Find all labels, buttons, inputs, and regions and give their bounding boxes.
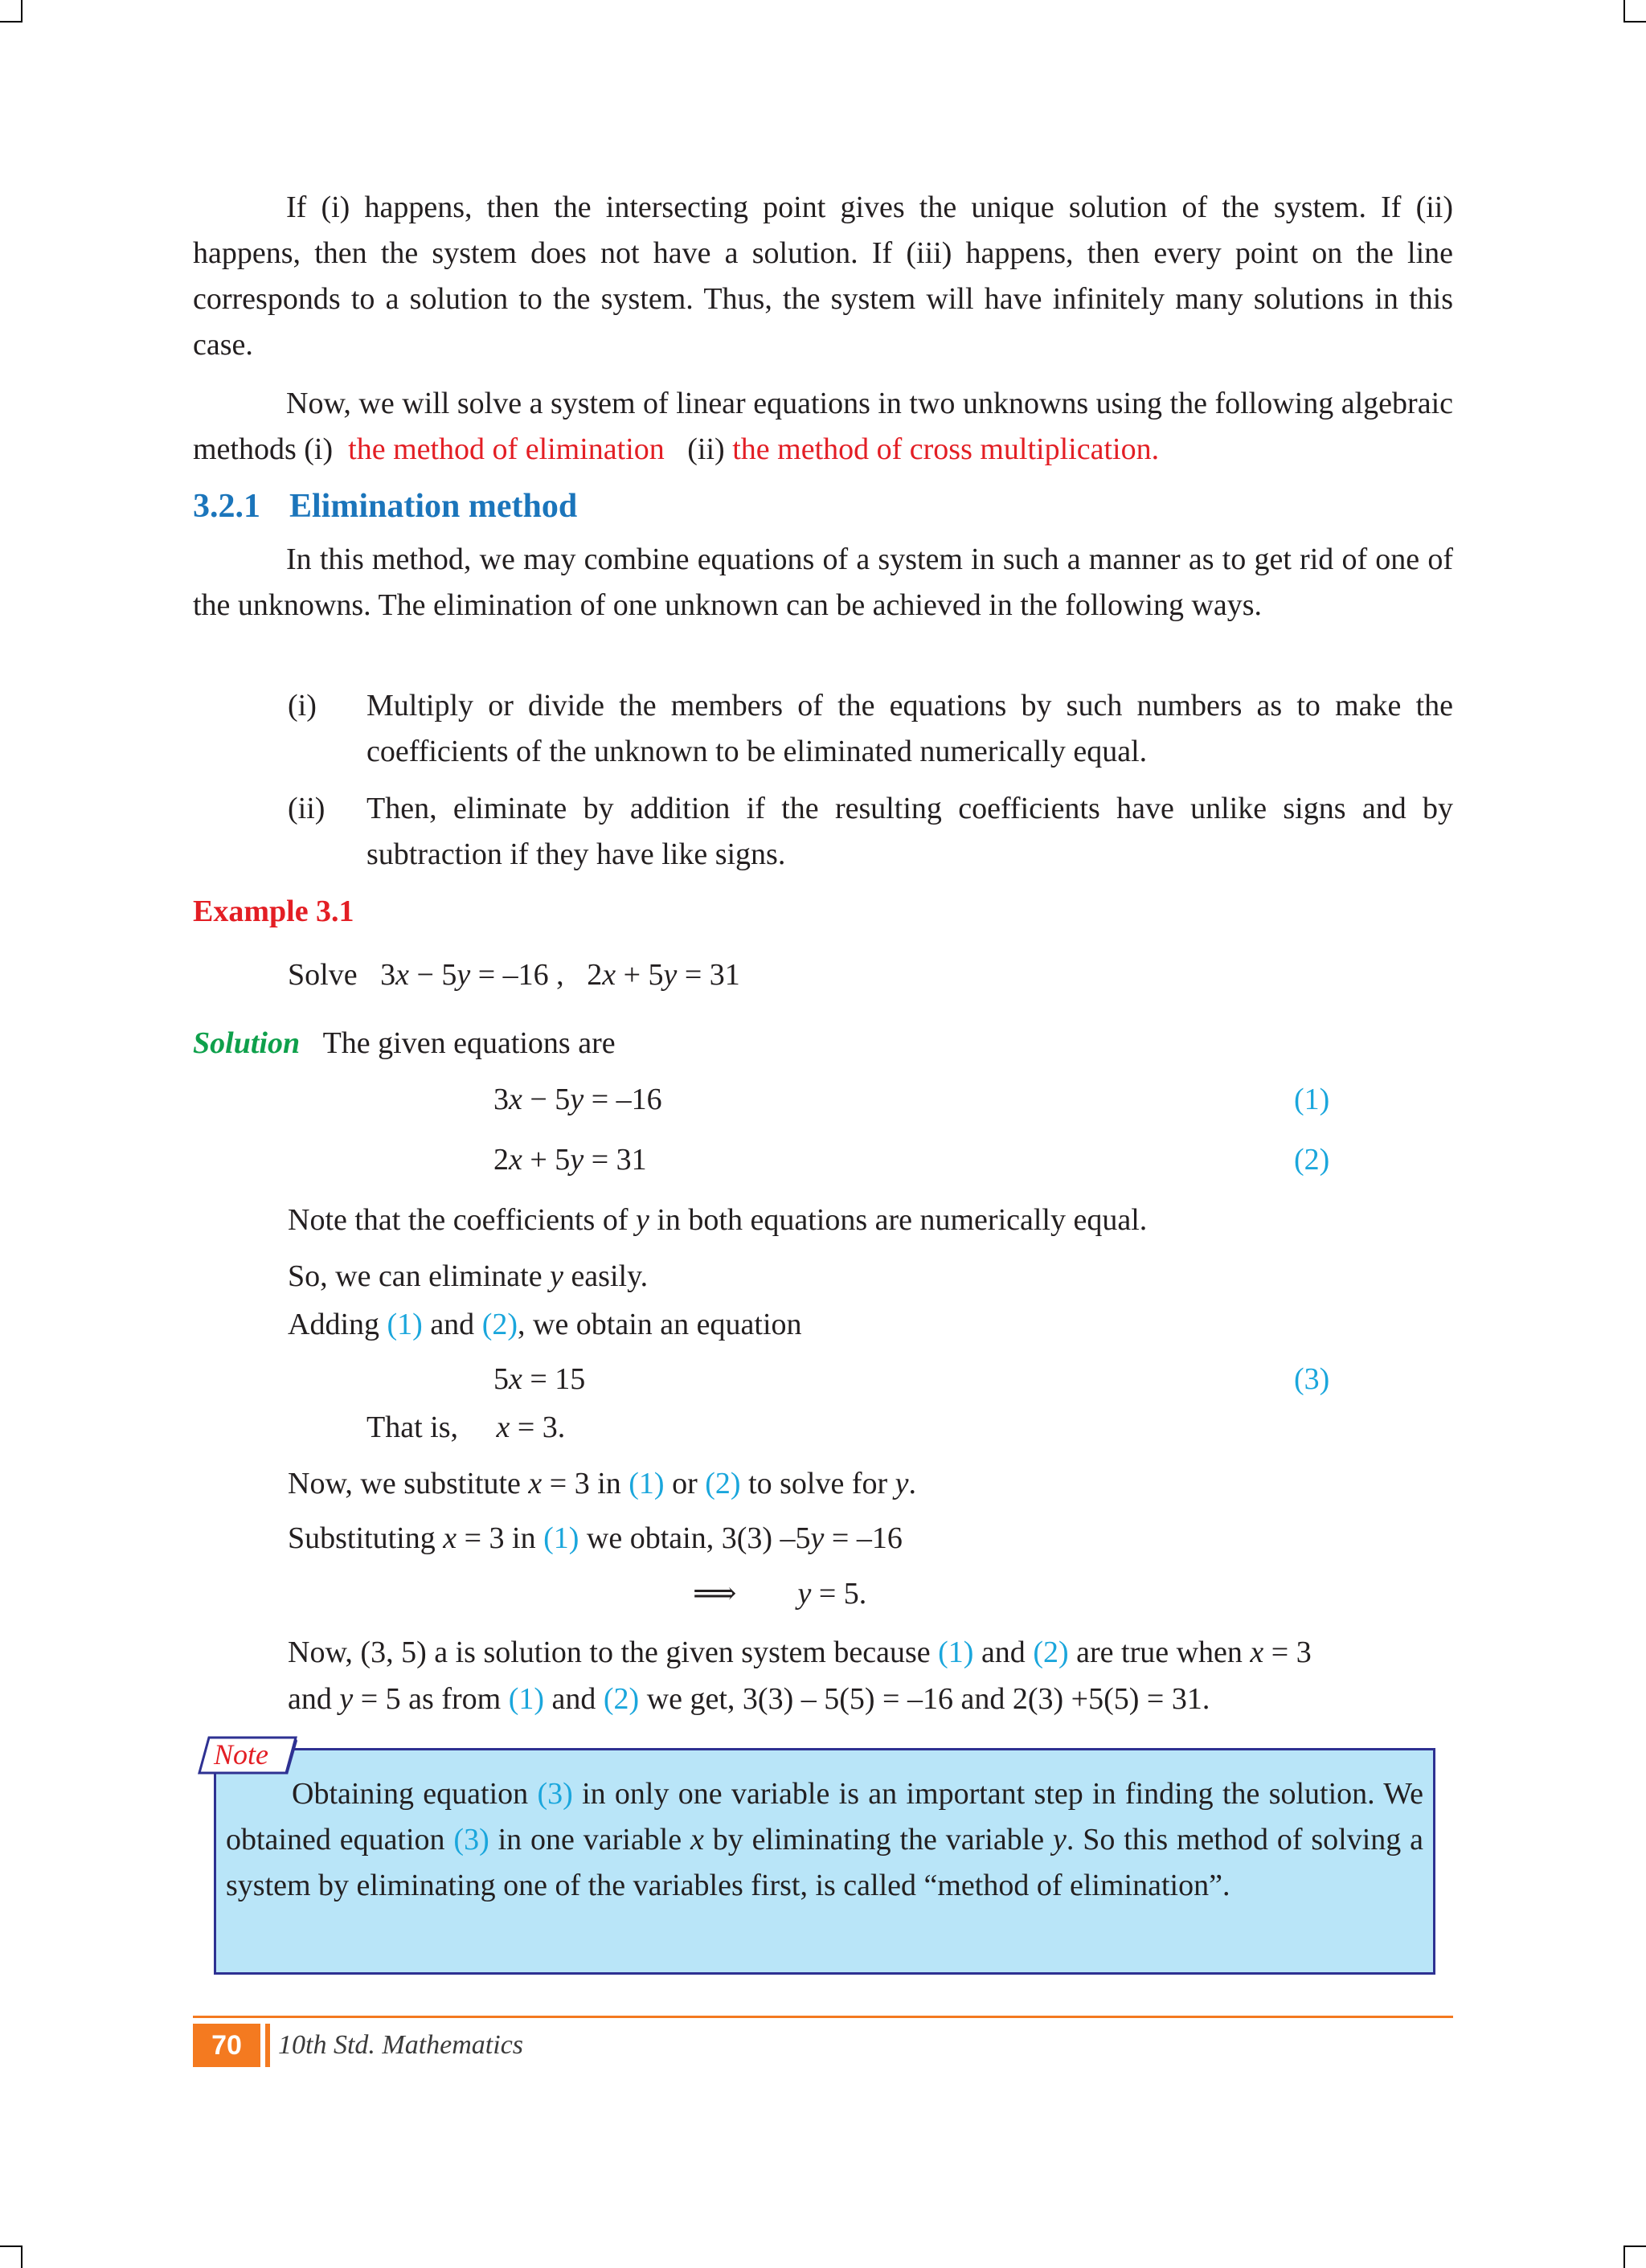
crop-mark-top-left <box>0 0 23 23</box>
equation-reference: (1) <box>508 1682 545 1716</box>
crop-mark-top-right <box>1623 0 1646 23</box>
crop-mark-bottom-left <box>0 2245 23 2268</box>
footer-divider <box>193 2016 1453 2018</box>
substituting-line: Substituting x = 3 in (1) we obtain, 3(3) –5y = –16 <box>288 1521 903 1555</box>
eliminate-note: So, we can eliminate y easily. <box>288 1259 649 1293</box>
equation-reference: (1) <box>543 1521 579 1555</box>
section-heading: 3.2.1 Elimination method <box>193 488 578 525</box>
equation-reference: (2) <box>603 1682 640 1716</box>
method-elimination-text: the method of elimination <box>348 432 665 466</box>
equation-reference: (2) <box>1033 1635 1069 1669</box>
page-number: 70 <box>193 2024 260 2067</box>
that-is-line: That is, x = 3. <box>366 1410 566 1444</box>
elimination-intro-paragraph: In this method, we may combine equations of a system in such a manner as to get rid of one of the unknowns. The elimination of one unknown can be achieved in the following ways. <box>193 542 1453 622</box>
equation-reference: (1) <box>938 1635 974 1669</box>
footer-accent-bar <box>265 2024 270 2067</box>
note-text: Obtaining equation (3) in only one variable is an important step in finding the solution. We obtained equation (3) in one variable x by eliminating the variable y. So this method of solving a system by eliminating one of the variables first, is called “method of elimination”. <box>226 1777 1423 1902</box>
equation-1: 3x − 5y = –16 <box>493 1083 662 1116</box>
coefficient-note: Note that the coefficients of y in both equations are numerically equal. <box>288 1203 1148 1237</box>
methods-paragraph: Now, we will solve a system of linear equations in two unknowns using the following algebraic methods (i) the method of elimination (ii) the method of cross multiplication. <box>193 387 1453 466</box>
equation-reference: (1) <box>629 1467 665 1500</box>
method-cross-multiplication-text: the method of cross multiplication. <box>732 432 1160 466</box>
example-problem: Solve 3x − 5y = –16 , 2x + 5y = 31 <box>288 958 740 992</box>
note-box <box>214 1748 1435 1975</box>
equation-2: 2x + 5y = 31 <box>493 1143 647 1177</box>
equation-3: 5x = 15 <box>493 1362 586 1396</box>
implies-arrow-icon: ⟹ <box>693 1577 737 1611</box>
implies-line: ⟹ y = 5. <box>693 1577 867 1611</box>
equation-reference: (2) <box>481 1308 518 1341</box>
crop-mark-bottom-right <box>1623 2245 1646 2268</box>
adding-line: Adding (1) and (2), we obtain an equation <box>288 1308 802 1341</box>
equation-number: (2) <box>1294 1143 1330 1177</box>
conclusion-line-2: and y = 5 as from (1) and (2) we get, 3(3) – 5(5) = –16 and 2(3) +5(5) = 31. <box>288 1682 1210 1716</box>
equation-reference: (2) <box>705 1467 741 1500</box>
equation-reference: (3) <box>537 1777 573 1811</box>
equation-number: (1) <box>1294 1083 1330 1116</box>
equation-number: (3) <box>1294 1362 1330 1396</box>
intro-paragraph: If (i) happens, then the intersecting point gives the unique solution of the system. If (ii) happens, then the system does not have a solution. If (iii) happens, then every point on the line corresponds to a solution to the system. Thus, the system will have infinitely many solutions in this case. <box>193 190 1453 362</box>
solution-label: Solution <box>193 1026 301 1060</box>
substitute-line: Now, we substitute x = 3 in (1) or (2) to solve for y. <box>288 1467 917 1500</box>
equation-reference: (1) <box>387 1308 423 1341</box>
equation-reference: (3) <box>453 1823 489 1857</box>
conclusion-line-1: Now, (3, 5) a is solution to the given system because (1) and (2) are true when x = 3 <box>288 1635 1312 1669</box>
note-tag-label: Note <box>214 1738 268 1771</box>
example-title: Example 3.1 <box>193 895 354 928</box>
book-title: 10th Std. Mathematics <box>278 2030 524 2060</box>
solution-intro: Solution The given equations are <box>193 1026 616 1060</box>
